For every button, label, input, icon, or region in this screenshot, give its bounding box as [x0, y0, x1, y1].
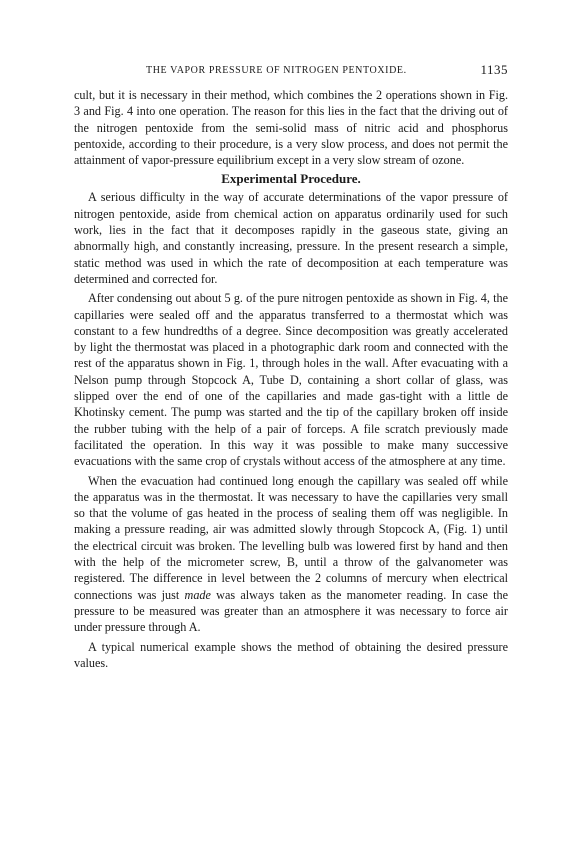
- paragraph-difficulty: A serious difficulty in the way of accurate determinations of the vapor pressure of nitrogen pentoxide, aside from chemical action on apparatus ordinarily used for such work, lies in the fact that it decomposes rapidly in the gaseous state, giving an abnormally high, and constantly increasing, pressure. In the present research a simple, static method was used in which the rate of decomposition at each temperature was determined and corrected for.: [74, 190, 508, 286]
- paragraph-example: A typical numerical example shows the method of obtaining the desired pressure values.: [74, 639, 508, 670]
- running-header: [74, 62, 508, 80]
- paragraph-evacuation: [74, 473, 508, 636]
- paragraph-condensing: After condensing out about 5 g. of the pure nitrogen pentoxide as shown in Fig. 4, the capillaries were sealed off and the apparatus transferred to a thermostat which was constant to a few hundredths of a degree. Since decomposition was greatly accelerated by light the thermostat was placed in a photographic dark room and connected with the rest of the apparatus shown in Fig. 1, through holes in the wall. After evacuating with a Nelson pump through Stopcock A, Tube D, containing a short collar of glass, was slipped over the end of one of the capillaries and made gas-tight with a little de Khotinsky cement. The pump was started and the tip of the capillary broken off inside the rubber tubing with the help of a pair of forceps. A file scratch previously made facilitated the operation. In this way it was possible to make many successive evacuations with the same crop of crystals without access of the atmosphere at any time.: [74, 291, 508, 469]
- running-title: THE VAPOR PRESSURE OF NITROGEN PENTOXIDE.: [146, 65, 407, 76]
- paragraph-evacuation-text-b: was always taken as the manometer reading. In case the pressure to be measured was greater than an atmosphere it was necessary to force air under pressure through A.: [74, 587, 509, 635]
- section-heading: Experimental Procedure.: [221, 171, 361, 187]
- page-number: 1135: [480, 62, 508, 77]
- emphasis-made: made: [184, 587, 211, 602]
- paragraph-evacuation-text-a: When the evacuation had continued long enough the capillary was sealed off while the apparatus was in the thermostat. It was necessary to have the capillaries very small so that the volume of gas heated in the process of sealing them off was negligible. In making a pressure reading, air was admitted slowly through Stopcock A, (Fig. 1) until the electrical circuit was broken. The levelling bulb was lowered first by hand and then with the help of the micrometer screw, B, until a throw of the galvanometer was registered. The difference in level between the 2 columns of mercury when electrical connections was just: [74, 473, 508, 602]
- paragraph-continuation: cult, but it is necessary in their method, which combines the 2 operations shown in Fig. 3 and Fig. 4 into one operation. The reason for this lies in the fact that the driving out of the nitrogen pentoxide from the semi-solid mass of nitric acid and phosphorus pentoxide, according to their procedure, is a very slow process, and does not permit the attainment of vapor-pressure equilibrium except in a very slow stream of ozone.: [74, 88, 508, 168]
- journal-page: [74, 62, 508, 671]
